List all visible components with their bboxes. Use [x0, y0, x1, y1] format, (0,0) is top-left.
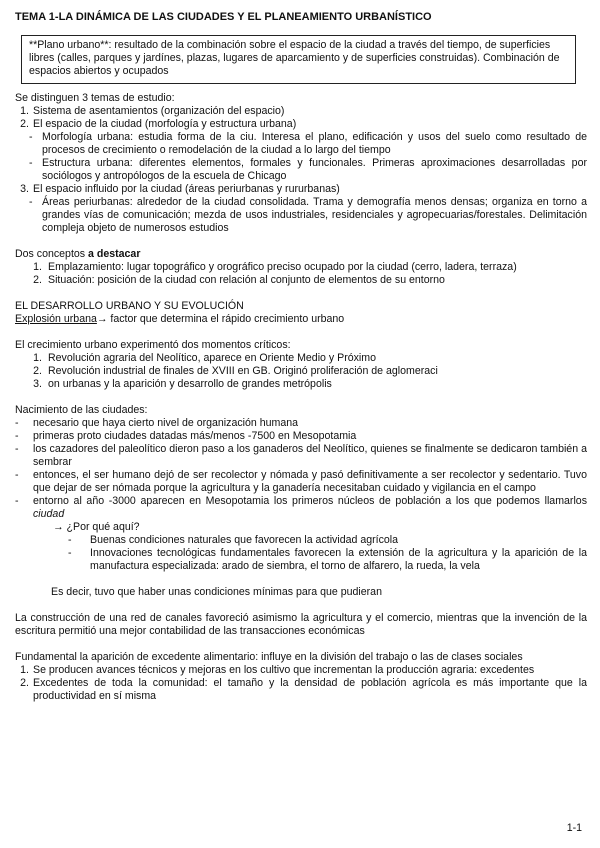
definition-box: **Plano urbano**: resultado de la combinación sobre el espacio de la ciudad a través del tiempo, de superficies libres (calles, parques y jardínes, plazas, lugares de aparcamiento y de superficies construidas). Combinación de espacios abiertos y ocupados — [21, 35, 576, 84]
theme-item: 1. Sistema de asentamientos (organización del espacio) — [20, 104, 285, 117]
theme-subitem: - Estructura urbana: diferentes elementos, formales y funcionales. Primeras aproximaciones desarrolladas por sociólogos y antropólogos de la escuela de Chicago — [29, 156, 587, 182]
explosion-term: Explosión urbana — [15, 312, 97, 325]
birth-heading: Nacimiento de las ciudades: — [15, 403, 148, 416]
themes-intro: Se distinguen 3 temas de estudio: — [15, 91, 175, 104]
birth-item: - entorno al año -3000 aparecen en Mesopotamia los primeros núcleos de población a los que podemos llamarlos ciudad — [15, 494, 587, 520]
document-page — [15, 11, 587, 703]
concepts-list — [15, 261, 587, 287]
birth-item: - entonces, el ser humano dejó de ser recolector y nómada y pasó definitivamente a ser recolector y sedentario. Tuvo que dejar de ser nómada porque la agricultura y la ganadería necesitaban cuidado y vigilancia en el campo — [15, 468, 587, 494]
reason-item: - Innovaciones tecnológicas fundamentales favorecen la extensión de la agricultura y la aparición de la manufactura especializada: arado de siembra, el torno de alfarero, la rueda, la vela — [68, 546, 587, 572]
conclusion-line: Es decir, tuvo que haber unas condiciones mínimas para que pudieran — [51, 585, 382, 598]
canals-paragraph: La construcción de una red de canales favoreció asimismo la agricultura y el comercio, mientras que la invención de la escritura permitió una mejor contabilidad de las transacciones económicas — [15, 611, 587, 637]
theme-2-subitems — [15, 131, 587, 183]
concept-item: 2. Situación: posición de la ciudad con relación al conjunto de elementos de su entorno — [33, 273, 445, 286]
growth-item: 1. Revolución agraria del Neolítico, aparece en Oriente Medio y Próximo — [33, 351, 376, 364]
theme-3-subitems — [15, 196, 587, 235]
birth-item: - necesario que haya cierto nivel de organización humana — [15, 416, 299, 429]
themes-list — [15, 105, 587, 131]
theme-item: 3. El espacio influido por la ciudad (áreas periurbanas y rururbanas) — [20, 182, 340, 195]
reasons-list — [15, 534, 587, 573]
theme-item: 2. El espacio de la ciudad (morfología y estructura urbana) — [20, 117, 297, 130]
birth-item: - los cazadores del paleolítico dieron paso a los ganaderos del Neolítico, quienes se finalmente se dedicaron también a sembrar — [15, 442, 587, 468]
surplus-list — [15, 664, 587, 703]
why-here-question: → ¿Por qué aquí? — [53, 520, 140, 533]
section-heading: EL DESARROLLO URBANO Y SU EVOLUCIÓN — [15, 299, 244, 312]
growth-item: 2. Revolución industrial de finales de XVIII en GB. Originó proliferación de aglomeraci — [33, 364, 438, 377]
theme-subitem: - Áreas periurbanas: alrededor de la ciudad consolidada. Trama y demografía menos densas; organiza en torno a grandes vías de comunicación; mezda de usos industriales, residenciales y agropecuarias/forestales. Delimitación compleja objeto de numerosos estudios — [29, 195, 587, 234]
explosion-line: Explosión urbana→ factor que determina el rápido crecimiento urbano — [15, 312, 345, 325]
growth-item: 3. on urbanas y la aparición y desarrollo de grandes metrópolis — [33, 377, 332, 390]
document-title: TEMA 1-LA DINÁMICA DE LAS CIUDADES Y EL PLANEAMIENTO URBANÍSTICO — [15, 11, 432, 23]
reason-item: - Buenas condiciones naturales que favorecen la actividad agrícola — [68, 533, 399, 546]
surplus-item: 2. Excedentes de toda la comunidad: el tamaño y la densidad de población agrícola es más importante que la productividad en sí misma — [20, 676, 587, 702]
theme-subitem: - Morfología urbana: estudia forma de la ciu. Interesa el plano, edificación y usos del suelo como resultado de procesos de crecimiento o remodelación de la ciudad a lo largo del tiempo — [29, 130, 587, 156]
themes-list-cont — [15, 183, 587, 196]
page-number: 1-1 — [566, 822, 582, 834]
surplus-intro: Fundamental la aparición de excedente alimentario: influye en la división del trabajo o las de clases sociales — [15, 650, 523, 663]
concepts-intro: Dos conceptos a destacar — [15, 247, 141, 260]
concept-item: 1. Emplazamiento: lugar topográfico y orográfico preciso ocupado por la ciudad (cerro, ladera, terraza) — [33, 260, 517, 273]
surplus-item: 1. Se producen avances técnicos y mejoras en los cultivo que incrementan la producción agraria: excedentes — [20, 663, 535, 676]
birth-list — [15, 417, 587, 521]
birth-item: - primeras proto ciudades datadas más/menos -7500 en Mesopotamia — [15, 429, 357, 442]
growth-intro: El crecimiento urbano experimentó dos momentos críticos: — [15, 338, 291, 351]
growth-list — [15, 352, 587, 391]
